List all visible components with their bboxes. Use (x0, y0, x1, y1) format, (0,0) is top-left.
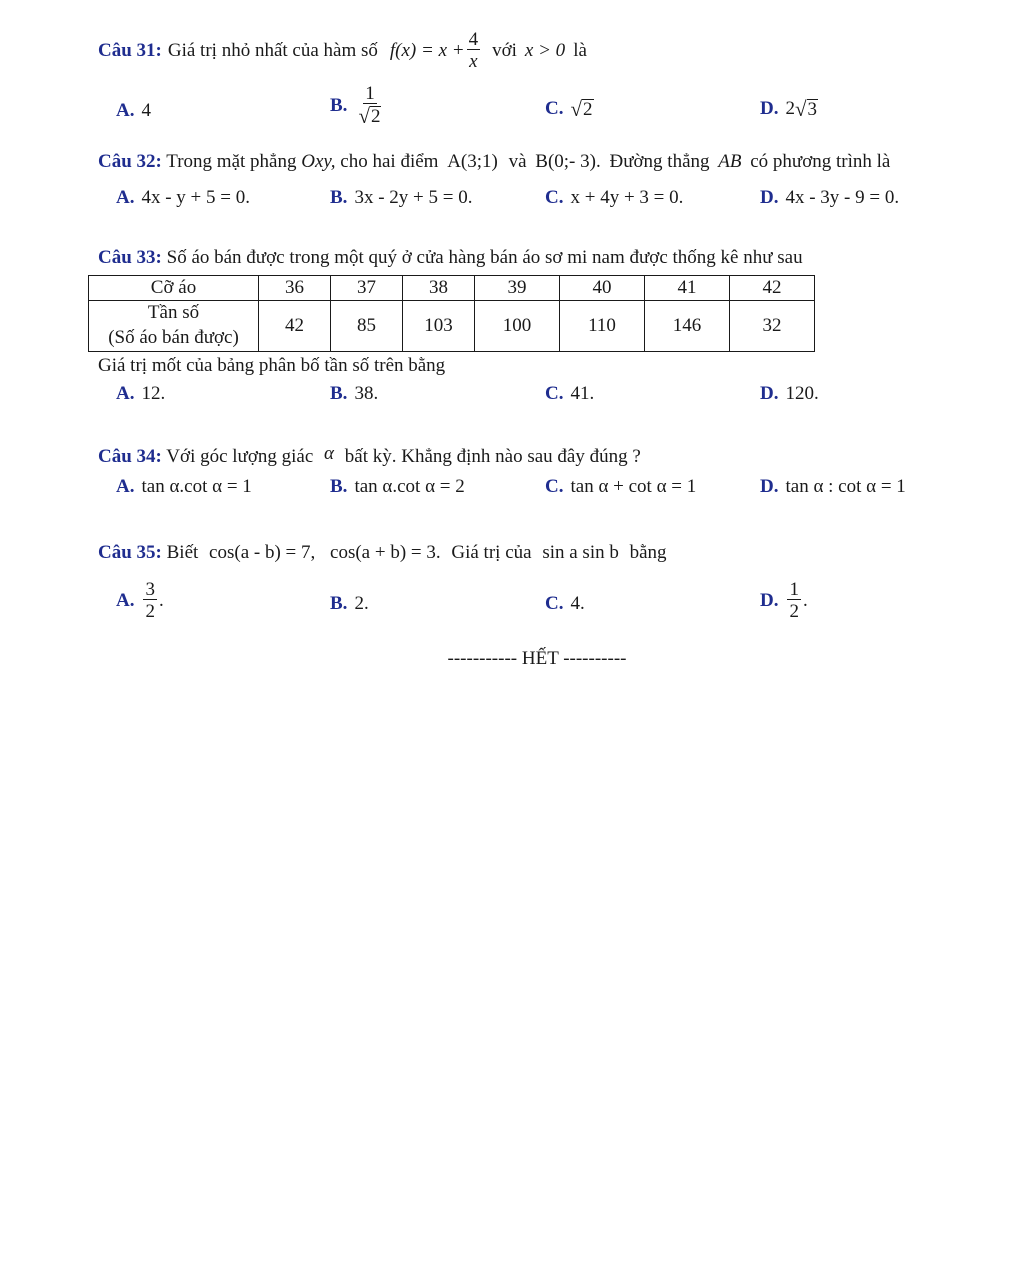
end-marker: ----------- HẾT ---------- (447, 648, 627, 669)
q33-option-d[interactable] (760, 383, 819, 405)
q32-option-d[interactable] (760, 187, 899, 209)
option-suffix: . (158, 589, 164, 611)
option-label: B. (330, 383, 348, 404)
q33-option-b[interactable] (330, 383, 378, 405)
option-label: D. (760, 98, 779, 119)
math-expression: cos(a - b) = 7, (209, 542, 316, 563)
question-text: Trong mặt phẳng (166, 151, 297, 172)
option-label: D. (760, 383, 779, 404)
option-label: C. (545, 187, 564, 208)
option-label: C. (545, 98, 564, 119)
header-line: Tần số (147, 302, 200, 324)
option-label: B. (330, 187, 348, 208)
q32-option-a[interactable] (116, 187, 250, 209)
question-text: Đường thẳng (609, 151, 710, 172)
option-label: D. (760, 187, 779, 208)
math-expression: sin a sin b (542, 542, 619, 563)
table-cell: 110 (560, 301, 645, 352)
q33-option-a[interactable] (116, 383, 165, 405)
alpha-symbol: α (324, 443, 335, 464)
question-33 (98, 247, 803, 269)
table-row (89, 301, 815, 352)
question-label: Câu 32: (98, 151, 162, 172)
q35-option-d[interactable] (760, 580, 808, 621)
fraction-denominator: 2 (145, 601, 155, 622)
sqrt: √ 2 (570, 96, 593, 121)
table-row (89, 276, 815, 301)
radicand: 2 (370, 106, 381, 128)
option-value: tan α + cot α = 1 (570, 476, 697, 497)
coefficient: 2 (785, 98, 795, 119)
table-cell: 40 (560, 276, 645, 301)
option-label: C. (545, 593, 564, 614)
q31-option-d[interactable] (760, 98, 818, 120)
option-label: A. (116, 476, 135, 497)
option-value: 41. (570, 383, 595, 404)
condition-word: với (492, 39, 517, 61)
option-value: x + 4y + 3 = 0. (570, 187, 684, 208)
option-label: A. (116, 383, 135, 404)
fraction (787, 580, 801, 621)
question-label: Câu 35: (98, 542, 162, 563)
radicand: 2 (583, 98, 593, 120)
table-cell: 41 (645, 276, 730, 301)
sqrt: √ 3 (794, 96, 818, 121)
fraction-numerator: 1 (789, 579, 799, 600)
option-value: 38. (354, 383, 379, 404)
table-cell: 39 (475, 276, 560, 301)
fraction-numerator: 3 (145, 579, 155, 600)
question-35 (98, 542, 667, 564)
option-value: 4. (570, 593, 585, 614)
q31-option-a[interactable] (116, 100, 151, 122)
line-name: AB (718, 151, 742, 172)
option-label: C. (545, 383, 564, 404)
q34-option-a[interactable] (116, 476, 252, 498)
question-text: Số áo bán được trong một quý ở cửa hàng bán áo sơ mi nam được thống kê như sau (166, 247, 803, 268)
question-32 (98, 151, 890, 173)
radicand: 3 (807, 98, 818, 120)
header-line: (Số áo bán được) (108, 327, 239, 348)
table-cell: 37 (331, 276, 403, 301)
fraction-numerator: 1 (365, 83, 375, 104)
q35-option-b[interactable] (330, 593, 369, 615)
function-expression: f(x) = x + (389, 39, 465, 61)
question-label: Câu 31: (98, 39, 162, 61)
frequency-table (88, 275, 815, 352)
table-cell: 36 (259, 276, 331, 301)
q32-option-c[interactable] (545, 187, 683, 209)
option-label: B. (330, 593, 348, 614)
option-label: A. (116, 187, 135, 208)
table-cell: 85 (331, 301, 403, 352)
q34-option-c[interactable] (545, 476, 696, 498)
fraction (143, 580, 157, 621)
q33-option-c[interactable] (545, 383, 594, 405)
option-suffix: . (802, 589, 808, 611)
option-value: tan α.cot α = 2 (354, 476, 465, 497)
question-31 (98, 30, 587, 71)
option-value: 2. (354, 593, 369, 614)
option-label: A. (116, 100, 135, 121)
table-header-cell: Cỡ áo (89, 276, 259, 301)
table-cell: 38 (403, 276, 475, 301)
question-label: Câu 33: (98, 247, 162, 268)
q35-option-c[interactable] (545, 593, 585, 615)
option-value: 4x - y + 5 = 0. (141, 187, 250, 208)
option-value: 4 (141, 100, 151, 121)
sqrt: √ 2 (358, 104, 381, 128)
question-text: bằng (629, 542, 667, 563)
option-value: 3x - 2y + 5 = 0. (354, 187, 473, 208)
table-cell: 42 (730, 276, 815, 301)
question-tail: là (573, 39, 587, 61)
option-value: tan α : cot α = 1 (785, 476, 906, 497)
option-value: 4x - 3y - 9 = 0. (785, 187, 900, 208)
fraction (467, 30, 481, 71)
q32-option-b[interactable] (330, 187, 472, 209)
point-b: B(0;- 3). (535, 151, 601, 172)
question-text: Giá trị của (451, 542, 532, 563)
fraction-denominator (356, 104, 383, 127)
question-text: Giá trị nhỏ nhất của hàm số (167, 39, 378, 61)
question-text: Giá trị mốt của bảng phân bố tần số trên bằng (98, 355, 446, 376)
fraction (356, 84, 383, 127)
option-label: B. (330, 94, 348, 116)
question-34 (98, 443, 641, 468)
option-label: C. (545, 476, 564, 497)
table-cell: 103 (403, 301, 475, 352)
point-a: A(3;1) (447, 151, 498, 172)
question-text: Với góc lượng giác (166, 446, 314, 467)
table-cell: 42 (259, 301, 331, 352)
fraction-denominator: 2 (789, 601, 799, 622)
question-33-prompt (98, 355, 445, 377)
option-value: tan α.cot α = 1 (141, 476, 252, 497)
question-label: Câu 34: (98, 446, 162, 467)
table-header-cell (89, 301, 259, 352)
option-label: D. (760, 476, 779, 497)
q34-option-d[interactable] (760, 476, 906, 498)
question-text: cho hai điểm (340, 151, 439, 172)
table-cell: 100 (475, 301, 560, 352)
fraction-denominator: x (469, 51, 478, 72)
q31-option-b[interactable] (330, 84, 385, 127)
fraction-numerator: 4 (468, 29, 479, 50)
question-text: Biết (166, 542, 199, 563)
question-text: có phương trình là (750, 151, 891, 172)
table-cell: 32 (730, 301, 815, 352)
question-text: bất kỳ. Khẳng định nào sau đây đúng ? (344, 446, 641, 467)
q34-option-b[interactable] (330, 476, 465, 498)
table-cell: 146 (645, 301, 730, 352)
condition-expression: x > 0 (524, 39, 566, 61)
option-value: 12. (141, 383, 166, 404)
option-label: A. (116, 589, 135, 611)
option-label: D. (760, 589, 779, 611)
q31-option-c[interactable] (545, 98, 594, 120)
plane-name: Oxy, (301, 151, 336, 172)
math-expression: cos(a + b) = 3. (330, 542, 441, 563)
option-value: 120. (785, 383, 819, 404)
q35-option-a[interactable] (116, 580, 164, 621)
conjunction: và (508, 151, 527, 172)
option-label: B. (330, 476, 348, 497)
